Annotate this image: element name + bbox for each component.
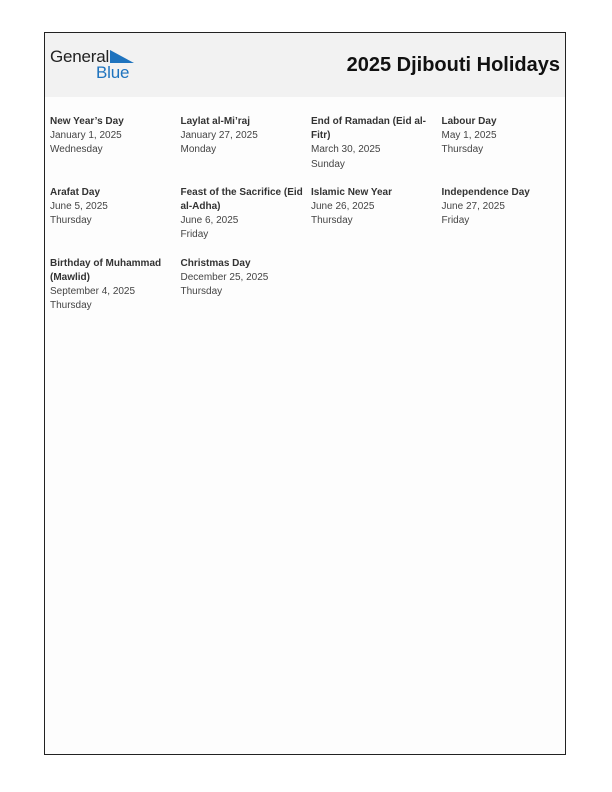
logo-text-blue: Blue [96, 63, 130, 82]
holiday-item [50, 115, 181, 172]
holiday-weekday: Thursday [50, 215, 92, 227]
holiday-name: Christmas Day [180, 257, 251, 269]
header-band [45, 33, 565, 97]
holiday-weekday: Sunday [311, 158, 345, 170]
holiday-item [50, 186, 181, 243]
page-title: 2025 Djibouti Holidays [346, 54, 560, 76]
holiday-name: Labour Day [441, 116, 497, 127]
holiday-name: New Year’s Day [50, 116, 124, 127]
holiday-weekday: Friday [441, 215, 470, 227]
holiday-name: End of Ramadan (Eid al-Fitr) [311, 116, 427, 142]
holiday-date: September 4, 2025 [50, 286, 136, 298]
holiday-item [311, 115, 442, 172]
holiday-weekday: Monday [180, 144, 217, 156]
holiday-item [181, 115, 312, 172]
holiday-weekday: Thursday [180, 286, 223, 298]
holidays-grid [50, 115, 562, 313]
holiday-name: Independence Day [441, 186, 530, 198]
holiday-item [50, 257, 181, 314]
holiday-date: June 27, 2025 [441, 201, 505, 213]
holiday-name: Feast of the Sacrifice (Eid al-Adha) [180, 186, 303, 213]
holiday-weekday: Thursday [50, 300, 92, 312]
holiday-date: December 25, 2025 [180, 271, 269, 283]
holiday-name: Arafat Day [50, 186, 101, 198]
holiday-weekday: Thursday [311, 215, 353, 227]
holiday-name: Islamic New Year [311, 186, 392, 198]
holiday-weekday: Wednesday [50, 144, 103, 156]
holiday-date: May 1, 2025 [441, 130, 497, 142]
holiday-weekday: Thursday [441, 144, 484, 156]
holiday-name: Birthday of Muhammad (Mawlid) [50, 257, 162, 283]
holiday-weekday: Friday [180, 229, 209, 241]
holiday-date: January 27, 2025 [180, 130, 258, 142]
logo-triangle-icon [110, 50, 134, 63]
holiday-item [181, 257, 312, 314]
holiday-date: January 1, 2025 [50, 130, 122, 142]
generalblue-logo [50, 47, 140, 83]
holiday-name: Laylat al-Mi’raj [180, 116, 250, 127]
holiday-date: March 30, 2025 [311, 144, 381, 156]
holiday-item [311, 186, 442, 243]
holiday-item [442, 186, 562, 243]
logo-text-general: General [50, 47, 110, 66]
page-frame [44, 32, 566, 755]
holiday-date: June 6, 2025 [180, 215, 239, 227]
holiday-date: June 5, 2025 [50, 201, 108, 213]
holiday-item [442, 115, 562, 172]
holiday-date: June 26, 2025 [311, 201, 375, 213]
holiday-item [181, 186, 312, 243]
